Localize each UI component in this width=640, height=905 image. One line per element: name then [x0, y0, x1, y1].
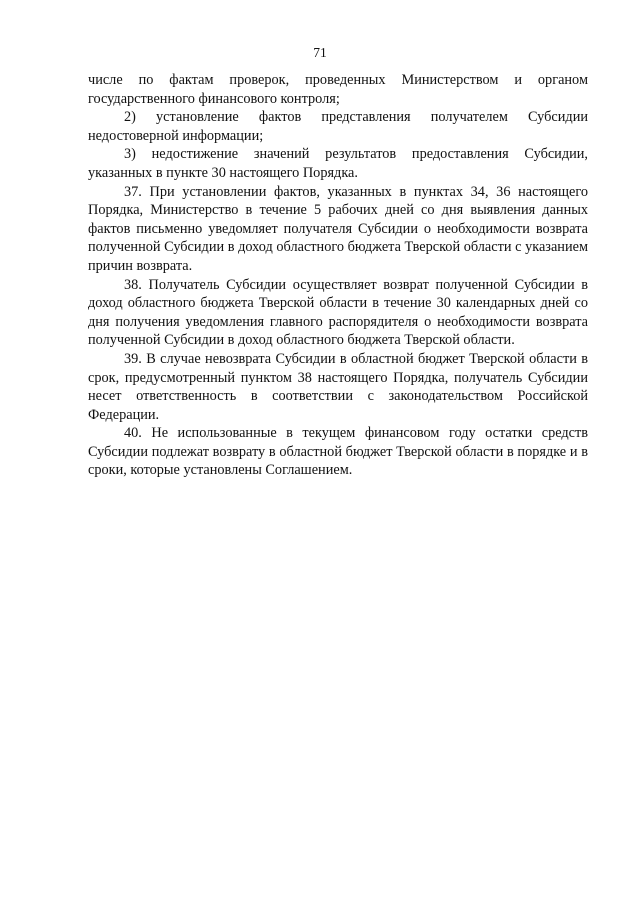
- paragraph-clause-37: 37. При установлении фактов, указанных в пунктах 34, 36 настоящего Порядка, Министерство в течение 5 рабочих дней со дня выявления данных фактов письменно уведомляет получателя Субсидии о необходимости возврата полученной Субсидии в доход областного бюджета Тверской области с указанием причин возврата.: [88, 183, 588, 274]
- paragraph-clause-40: 40. Не использованные в текущем финансовом году остатки средств Субсидии подлежат возврату в областной бюджет Тверской области в порядке и в сроки, которые установлены Соглашением.: [88, 425, 588, 479]
- paragraph-continuation: числе по фактам проверок, проведенных Министерством и органом государственного финансового контроля;: [88, 72, 588, 107]
- paragraph-clause-39: 39. В случае невозврата Субсидии в областной бюджет Тверской области в срок, предусмотренный пунктом 38 настоящего Порядка, получатель Субсидии несет ответственность в соответствии с законодательством Российской Федерации.: [88, 350, 588, 423]
- document-body: [88, 71, 588, 480]
- paragraph-item-2: 2) установление фактов представления получателем Субсидии недостоверной информации;: [88, 109, 588, 144]
- page-number: 71: [313, 45, 327, 60]
- paragraph-item-3: 3) недостижение значений результатов предоставления Субсидии, указанных в пункте 30 настоящего Порядка.: [88, 146, 588, 181]
- paragraph-clause-38: 38. Получатель Субсидии осуществляет возврат полученной Субсидии в доход областного бюджета Тверской области в течение 30 календарных дней со дня получения уведомления главного распорядителя о необходимости возврата полученной Субсидии в доход областного бюджета Тверской области.: [88, 276, 588, 349]
